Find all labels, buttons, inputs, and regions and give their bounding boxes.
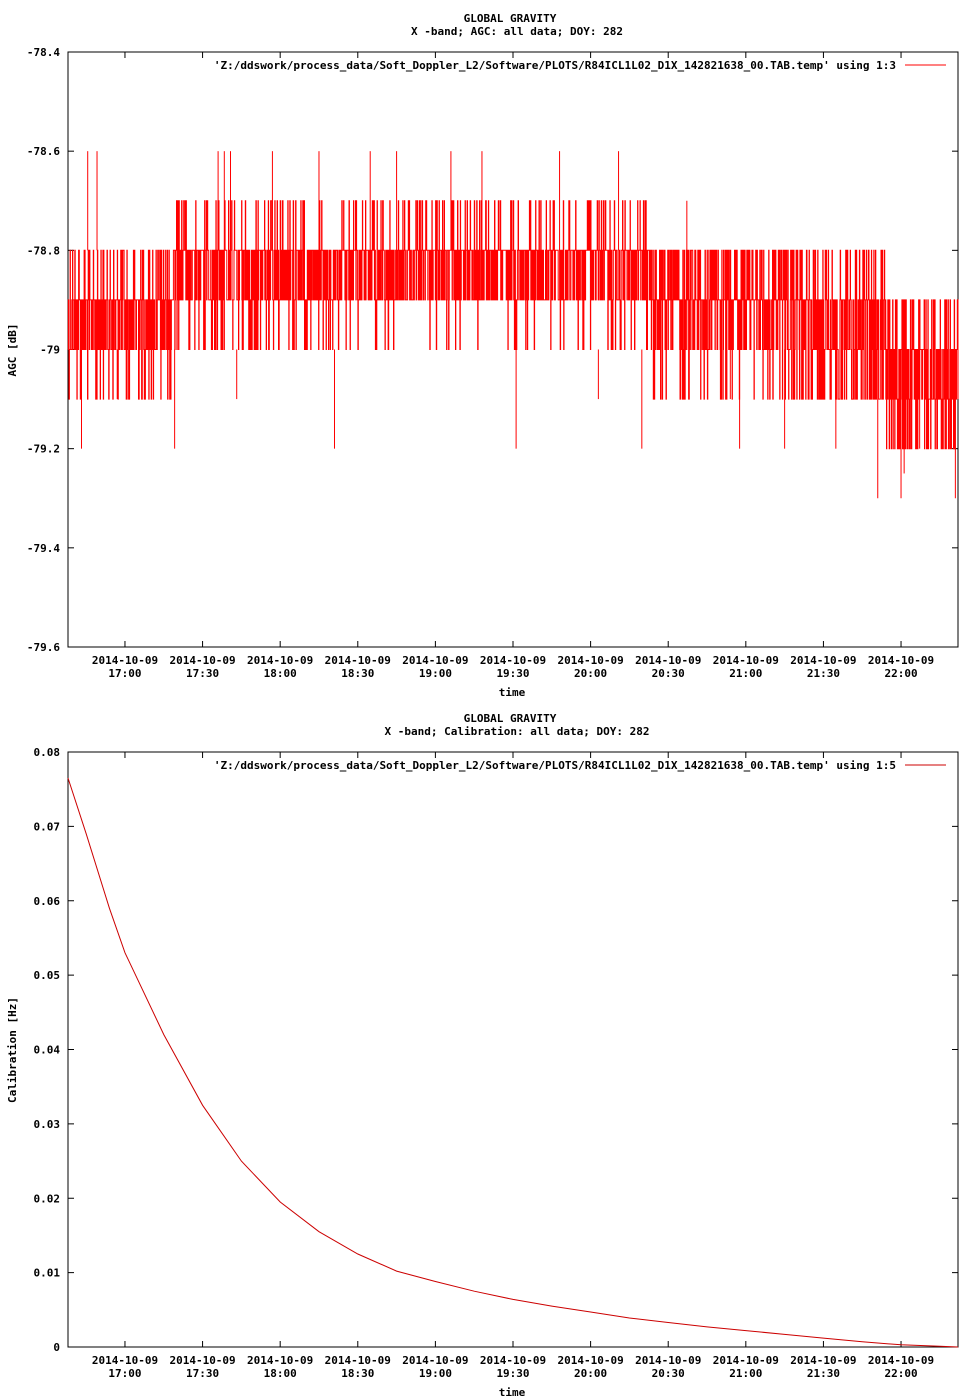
calibration-xtick-date: 2014-10-09 <box>635 1354 702 1367</box>
calibration-plot-frame <box>68 752 958 1347</box>
calibration-chart-subtitle: X -band; Calibration: all data; DOY: 282 <box>384 725 650 738</box>
agc-y-axis-label: AGC [dB] <box>6 323 19 377</box>
calibration-xtick-date: 2014-10-09 <box>712 1354 779 1367</box>
calibration-xtick-time: 19:00 <box>418 1367 452 1380</box>
calibration-ytick-label: 0.03 <box>33 1117 60 1131</box>
calibration-xtick-time: 20:00 <box>574 1367 608 1380</box>
agc-xtick-time: 20:00 <box>574 667 608 680</box>
agc-xtick-time: 18:30 <box>341 667 375 680</box>
agc-xtick-time: 20:30 <box>651 667 685 680</box>
agc-legend-label: 'Z:/ddswork/process_data/Soft_Doppler_L2/Software/PLOTS/R84ICL1L02_D1X_142821638_00.TAB.temp' using 1:3 <box>213 59 896 72</box>
calibration-xtick-time: 20:30 <box>651 1367 685 1380</box>
calibration-y-axis-label: Calibration [Hz] <box>6 997 19 1103</box>
calibration-xtick-time: 19:30 <box>496 1367 530 1380</box>
agc-xtick-time: 17:00 <box>108 667 142 680</box>
calibration-xtick-time: 21:00 <box>729 1367 763 1380</box>
agc-xtick-time: 17:30 <box>186 667 220 680</box>
agc-series <box>68 151 958 498</box>
calibration-series <box>68 778 958 1347</box>
calibration-legend-label: 'Z:/ddswork/process_data/Soft_Doppler_L2/Software/PLOTS/R84ICL1L02_D1X_142821638_00.TAB.temp' using 1:5 <box>213 759 896 772</box>
calibration-xtick-time: 18:30 <box>341 1367 375 1380</box>
agc-xtick-date: 2014-10-09 <box>635 654 702 667</box>
calibration-xtick-time: 18:00 <box>263 1367 297 1380</box>
calibration-series-line <box>68 778 958 1347</box>
calibration-xtick-time: 17:00 <box>108 1367 142 1380</box>
calibration-xtick-date: 2014-10-09 <box>402 1354 469 1367</box>
calibration-xtick-time: 22:00 <box>884 1367 918 1380</box>
agc-x-axis-label: time <box>498 686 526 699</box>
calibration-ytick-label: 0.04 <box>33 1043 60 1057</box>
calibration-xtick-date: 2014-10-09 <box>169 1354 236 1367</box>
calibration-chart <box>6 712 958 1399</box>
agc-ytick-label: -78.8 <box>26 244 60 258</box>
calibration-xtick-time: 17:30 <box>186 1367 220 1380</box>
calibration-ytick-label: 0.06 <box>33 894 60 908</box>
agc-ytick-label: -79.4 <box>26 541 60 555</box>
calibration-ytick-label: 0.01 <box>33 1266 60 1280</box>
agc-xtick-date: 2014-10-09 <box>867 654 935 667</box>
calibration-ytick-label: 0 <box>53 1341 60 1354</box>
calibration-xtick-date: 2014-10-09 <box>479 1354 547 1367</box>
agc-xtick-time: 19:00 <box>418 667 452 680</box>
calibration-xtick-date: 2014-10-09 <box>867 1354 935 1367</box>
agc-ytick-label: -78.6 <box>26 145 60 159</box>
agc-chart-subtitle: X -band; AGC: all data; DOY: 282 <box>411 25 623 38</box>
calibration-ticks <box>34 746 959 1380</box>
agc-xtick-date: 2014-10-09 <box>712 654 779 667</box>
calibration-xtick-date: 2014-10-09 <box>557 1354 624 1367</box>
agc-xtick-date: 2014-10-09 <box>790 654 857 667</box>
agc-xtick-date: 2014-10-09 <box>247 654 314 667</box>
agc-xtick-time: 21:00 <box>729 667 763 680</box>
agc-chart <box>6 12 958 699</box>
calibration-xtick-date: 2014-10-09 <box>247 1354 314 1367</box>
calibration-xtick-date: 2014-10-09 <box>91 1354 159 1367</box>
calibration-ytick-label: 0.02 <box>33 1192 60 1206</box>
calibration-ytick-label: 0.08 <box>33 746 60 759</box>
calibration-ytick-label: 0.07 <box>33 820 60 834</box>
agc-series-line <box>68 201 958 449</box>
agc-ytick-label: -79.2 <box>26 442 60 456</box>
calibration-xtick-date: 2014-10-09 <box>324 1354 391 1367</box>
agc-xtick-date: 2014-10-09 <box>557 654 624 667</box>
agc-ytick-label: -78.4 <box>26 46 60 59</box>
calibration-chart-title: GLOBAL GRAVITY <box>463 712 557 725</box>
agc-ytick-label: -79.6 <box>26 641 60 654</box>
calibration-x-axis-label: time <box>498 1386 526 1399</box>
calibration-xtick-date: 2014-10-09 <box>790 1354 857 1367</box>
agc-xtick-date: 2014-10-09 <box>91 654 159 667</box>
agc-xtick-time: 22:00 <box>884 667 918 680</box>
agc-ytick-label: -79 <box>40 343 60 357</box>
agc-xtick-date: 2014-10-09 <box>402 654 469 667</box>
agc-xtick-date: 2014-10-09 <box>169 654 236 667</box>
agc-xtick-time: 19:30 <box>496 667 530 680</box>
calibration-ytick-label: 0.05 <box>33 969 60 983</box>
agc-xtick-date: 2014-10-09 <box>479 654 547 667</box>
agc-xtick-time: 18:00 <box>263 667 297 680</box>
agc-xtick-time: 21:30 <box>806 667 840 680</box>
calibration-xtick-time: 21:30 <box>806 1367 840 1380</box>
agc-chart-title: GLOBAL GRAVITY <box>463 12 557 25</box>
agc-xtick-date: 2014-10-09 <box>324 654 391 667</box>
